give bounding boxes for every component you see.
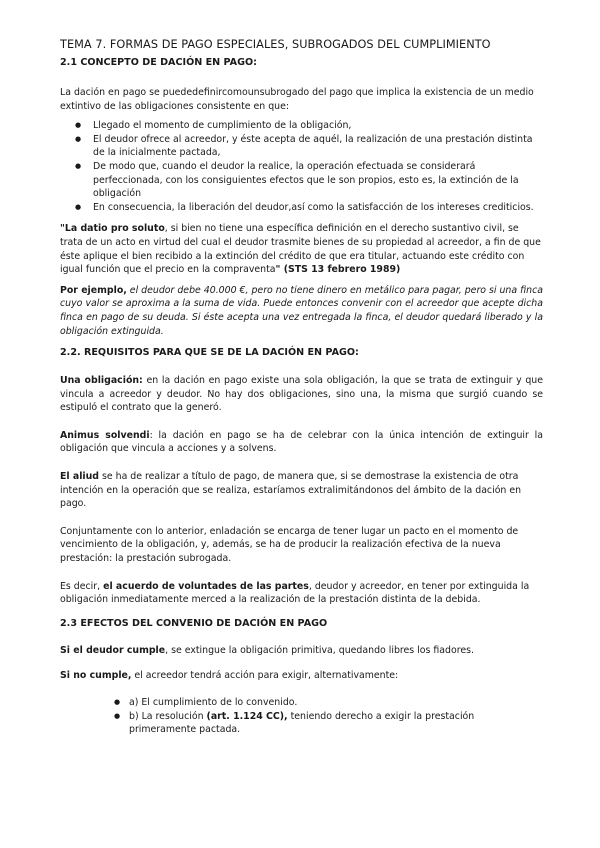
requirement-term: el acuerdo de voluntades de las partes — [103, 580, 309, 592]
requirement-text: , deudor y acreedor, en tener por extinguida la obligación inmediatamente merced a la realización de la prestación distinta de la debida. — [60, 580, 530, 606]
quote-citation: " (STS 13 febrero 1989) — [275, 264, 401, 276]
requirement-text: se ha de realizar a título de pago, de manera que, si se demostrase la existencia de otra intención en la operación que se realiza, estaríamos extralimitándonos del ámbito de la dación en pago. — [60, 471, 522, 510]
effect-option: ● a) El cumplimiento de lo convenido. — [60, 696, 543, 710]
effect-no-cumple — [60, 669, 543, 683]
requirement-acuerdo — [60, 580, 543, 607]
effect-option — [60, 710, 543, 737]
effect-option-article: (art. 1.124 CC), — [206, 710, 288, 722]
example-text: el deudor debe 40.000 €, pero no tiene dinero en metálico para pagar, pero si una finca cuyo valor se aproxima a la suma de vida. Puede entonces convenir con el acreedor que acepte dicha finca en pago de su deuda. Si éste acepta una vez entregada la finca, el deudor quedará liberado y la obligación extinguida. — [60, 284, 543, 337]
requirement-aliud — [60, 470, 543, 511]
concept-intro: La dación en pago se puededefinircomounsubrogado del pago que implica la existencia de un medio extintivo de las obligaciones consistente en que: — [60, 87, 534, 112]
concept-bullet-list — [60, 119, 543, 214]
section-heading-requisitos: 2.2. REQUISITOS PARA QUE SE DE LA DACIÓN EN PAGO: — [60, 347, 359, 359]
requirement-term: El aliud — [60, 471, 100, 483]
document-title: TEMA 7. FORMAS DE PAGO ESPECIALES, SUBROGADOS DEL CUMPLIMIENTO — [60, 38, 491, 51]
example-paragraph — [60, 284, 543, 338]
section-heading-concepto: 2.1 CONCEPTO DE DACIÓN EN PAGO: — [60, 57, 257, 68]
requirement-text: en la dación en pago existe una sola obligación, la que se trata de extinguir y que vincula a acreedor y deudor. No hay dos obligaciones, sino una, la misma que surgió cuando se estipuló el contrato que la generó. — [60, 375, 543, 414]
effect-option-prefix: b) La resolución — [129, 710, 207, 722]
effect-text: el acreedor tendrá acción para exigir, alternativamente: — [131, 670, 399, 682]
requirement-term: Una obligación: — [60, 375, 143, 387]
effect-term: Si el deudor cumple — [60, 644, 166, 656]
effect-text: , se extingue la obligación primitiva, quedando libres los fiadores. — [165, 644, 474, 656]
concept-bullet: ● En consecuencia, la liberación del deudor,así como la satisfacción de los intereses crediticios. — [60, 201, 543, 215]
effect-option-text: teniendo derecho a exigir la prestación primeramente pactada. — [129, 710, 475, 736]
requirement-prefix: Es decir, — [60, 580, 104, 592]
concept-bullet: ● Llegado el momento de cumplimiento de la obligación, — [60, 119, 543, 133]
requirement-animus — [60, 429, 543, 456]
quote-term: La datio pro soluto — [64, 223, 165, 235]
section-heading-efectos: 2.3 EFECTOS DEL CONVENIO DE DACIÓN EN PAGO — [60, 617, 328, 629]
requirement-conjuntamente: Conjuntamente con lo anterior, enladación se encarga de tener lugar un pacto en el momento de vencimiento de la obligación, y, además, se ha de producir la realización efectiva de la nueva prestación: la prestación subrogada. — [60, 525, 519, 565]
effect-options-list — [60, 696, 543, 737]
effect-term: Si no cumple, — [60, 670, 132, 682]
requirement-text: : la dación en pago se ha de celebrar con la única intención de extinguir la obligación que vincula a acciones y a solvens. — [60, 429, 544, 455]
quote-open: " — [60, 223, 65, 235]
concept-bullet: ● El deudor ofrece al acreedor, y éste acepta de aquél, la realización de una prestación distinta de la inicialmente pactada, — [60, 133, 543, 160]
requirement-obligacion — [60, 374, 543, 415]
effect-cumple — [60, 644, 543, 658]
document-page — [60, 38, 543, 737]
quote-text: , si bien no tiene una específica definición en el derecho sustantivo civil, se trata de un acto en virtud del cual el deudor trasmite bienes de su propiedad al acreedor, a fin de que éste aplique el bien recibido a la extinción del crédito de que era titular, actuando este crédito con igual función que el precio en la compraventa — [60, 223, 541, 276]
example-lead: Por ejemplo, — [60, 284, 127, 296]
legal-quote — [60, 222, 543, 276]
requirement-term: Animus solvendi — [60, 429, 150, 441]
concept-bullet: ● De modo que, cuando el deudor la realice, la operación efectuada se considerará perfeccionada, con los consiguientes efectos que le son propios, esto es, la extinción de la obligación — [60, 160, 543, 201]
